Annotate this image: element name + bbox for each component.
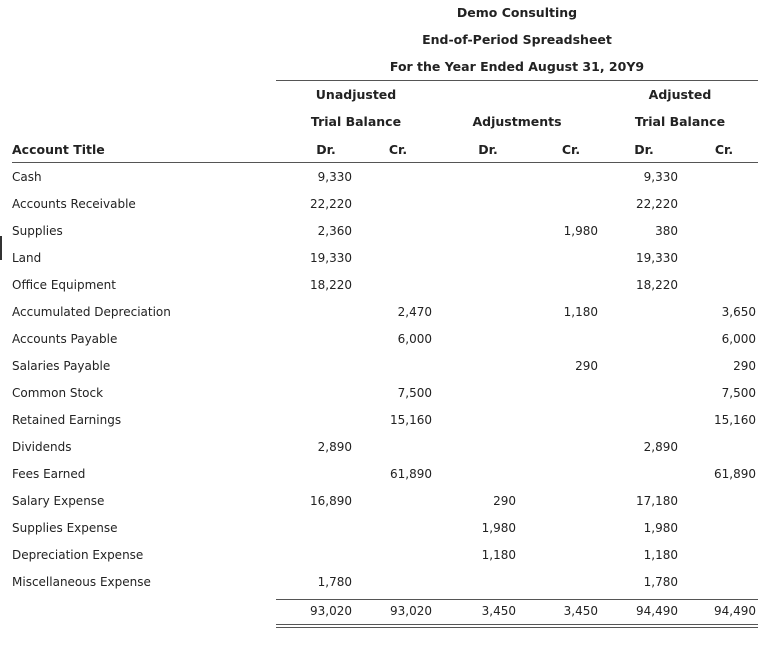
adj-dr-cell: 1,180 (481, 548, 516, 562)
header-bottom-rule (12, 162, 758, 163)
report-period: For the Year Ended August 31, 20Y9 (389, 59, 645, 74)
adj-cr-cell: 1,180 (563, 305, 598, 319)
account-title-cell: Depreciation Expense (12, 548, 144, 562)
account-title-cell: Dividends (12, 440, 72, 454)
account-title-cell: Salaries Payable (12, 359, 111, 373)
company-name: Demo Consulting (456, 5, 578, 20)
atb-dr-cell: 380 (655, 224, 678, 238)
adjusted-heading: Adjusted (648, 87, 712, 102)
adj-cr-cell: 1,980 (563, 224, 598, 238)
utb-dr-heading: Dr. (316, 142, 336, 157)
account-title-cell: Accumulated Depreciation (12, 305, 171, 319)
atb-cr-cell: 3,650 (721, 305, 756, 319)
atb-dr-cell: 22,220 (636, 197, 678, 211)
utb-dr-cell: 2,890 (317, 440, 352, 454)
utb-dr-cell: 2,360 (317, 224, 352, 238)
atb-dr-heading: Dr. (634, 142, 654, 157)
utb-cr-cell: 6,000 (397, 332, 432, 346)
atb-cr-cell: 6,000 (721, 332, 756, 346)
unadjusted-heading: Unadjusted (315, 87, 397, 102)
atb-dr-cell: 1,180 (643, 548, 678, 562)
account-title-cell: Supplies Expense (12, 521, 118, 535)
adj-cr-cell: 290 (575, 359, 598, 373)
total-adj-cr: 3,450 (563, 604, 598, 618)
atb-dr-cell: 9,330 (643, 170, 678, 184)
atb-dr-cell: 17,180 (636, 494, 678, 508)
atb-cr-cell: 290 (733, 359, 756, 373)
utb-cr-cell: 61,890 (390, 467, 432, 481)
account-title-cell: Fees Earned (12, 467, 86, 481)
account-title-cell: Accounts Payable (12, 332, 118, 346)
total-adj-dr: 3,450 (481, 604, 516, 618)
account-title-cell: Office Equipment (12, 278, 116, 292)
utb-dr-cell: 16,890 (310, 494, 352, 508)
atb-dr-cell: 18,220 (636, 278, 678, 292)
account-title-cell: Salary Expense (12, 494, 105, 508)
totals-top-rule (276, 599, 758, 600)
account-title-cell: Accounts Receivable (12, 197, 136, 211)
atb-dr-cell: 1,780 (643, 575, 678, 589)
total-utb-cr: 93,020 (390, 604, 432, 618)
atb-cr-cell: 15,160 (714, 413, 756, 427)
utb-dr-cell: 1,780 (317, 575, 352, 589)
totals-double-rule-1 (276, 624, 758, 625)
atb-dr-cell: 2,890 (643, 440, 678, 454)
adj-dr-heading: Dr. (478, 142, 498, 157)
account-title-cell: Retained Earnings (12, 413, 122, 427)
account-title-cell: Cash (12, 170, 42, 184)
utb-dr-cell: 19,330 (310, 251, 352, 265)
total-atb-dr: 94,490 (636, 604, 678, 618)
utb-cr-cell: 15,160 (390, 413, 432, 427)
account-title-cell: Miscellaneous Expense (12, 575, 151, 589)
atb-cr-cell: 61,890 (714, 467, 756, 481)
utb-cr-heading: Cr. (388, 142, 408, 157)
atb-dr-cell: 1,980 (643, 521, 678, 535)
header-top-rule (276, 80, 758, 81)
utb-cr-cell: 2,470 (397, 305, 432, 319)
account-title-cell: Land (12, 251, 42, 265)
utb-dr-cell: 22,220 (310, 197, 352, 211)
adjusted-subheading: Trial Balance (634, 114, 726, 129)
utb-dr-cell: 9,330 (317, 170, 352, 184)
adj-cr-heading: Cr. (561, 142, 581, 157)
atb-dr-cell: 19,330 (636, 251, 678, 265)
account-title-cell: Supplies (12, 224, 63, 238)
atb-cr-cell: 7,500 (721, 386, 756, 400)
adj-dr-cell: 290 (493, 494, 516, 508)
report-title: End-of-Period Spreadsheet (422, 32, 612, 47)
account-title-cell: Common Stock (12, 386, 104, 400)
adj-dr-cell: 1,980 (481, 521, 516, 535)
account-title-heading: Account Title (12, 142, 105, 157)
unadjusted-subheading: Trial Balance (310, 114, 402, 129)
utb-dr-cell: 18,220 (310, 278, 352, 292)
total-utb-dr: 93,020 (310, 604, 352, 618)
totals-double-rule-2 (276, 627, 758, 628)
utb-cr-cell: 7,500 (397, 386, 432, 400)
left-edge-marker (0, 236, 2, 260)
adjustments-heading: Adjustments (472, 114, 562, 129)
total-atb-cr: 94,490 (714, 604, 756, 618)
atb-cr-heading: Cr. (714, 142, 734, 157)
